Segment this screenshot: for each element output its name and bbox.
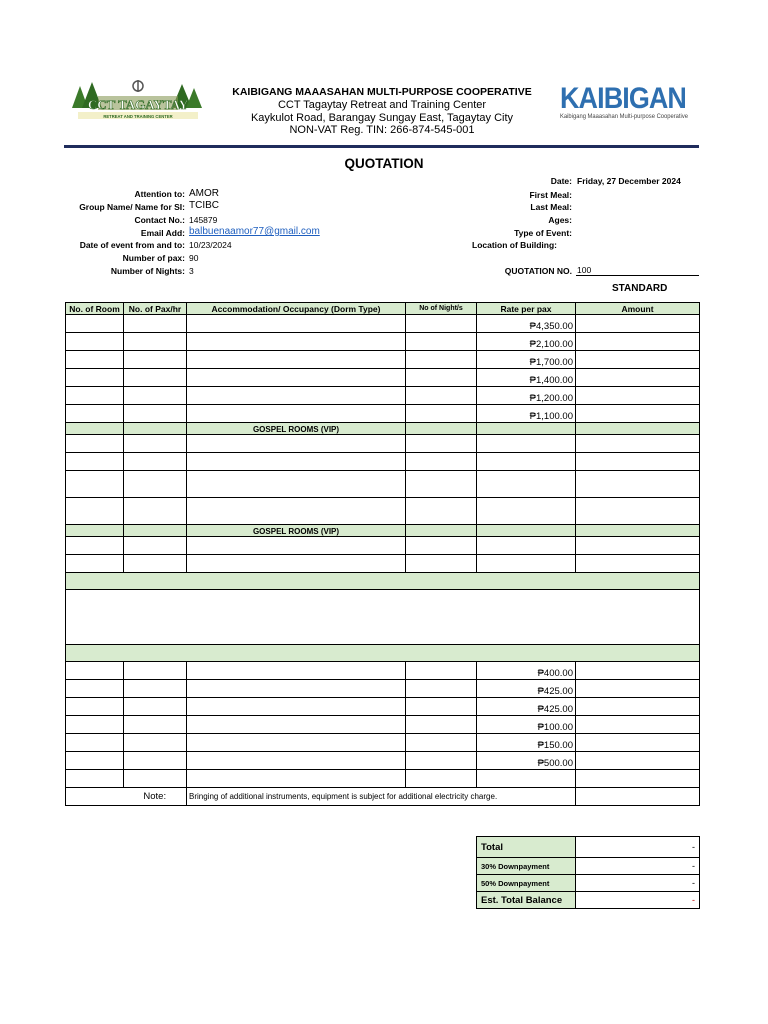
- table-header-row: [66, 303, 700, 315]
- group-name-value: TCIBC: [189, 200, 219, 211]
- table-row: [66, 662, 700, 680]
- col-header-accommodation: Accommodation/ Occupancy (Dorm Type): [187, 303, 406, 315]
- downpayment-30-row: [477, 858, 700, 875]
- table-row: [66, 537, 700, 555]
- table-row: [66, 770, 700, 788]
- table-row: [66, 734, 700, 752]
- building-location-label: Location of Building:: [472, 240, 557, 250]
- event-date-label: Date of event from and to:: [79, 240, 185, 250]
- note-text: Bringing of additional instruments, equipment is subject for additional electricity charge.: [187, 788, 576, 806]
- quotation-no-label: QUOTATION NO.: [504, 266, 572, 276]
- table-row: [66, 752, 700, 770]
- balance-label: Est. Total Balance: [477, 892, 576, 909]
- rate-cell: ₱425.00: [477, 698, 576, 716]
- gospel-rooms-label: GOSPEL ROOMS (VIP): [187, 423, 406, 435]
- downpayment-30-label: 30% Downpayment: [477, 858, 576, 875]
- rate-cell: ₱400.00: [477, 662, 576, 680]
- total-value: -: [576, 837, 700, 858]
- email-label: Email Add:: [140, 228, 185, 238]
- contact-value: 145879: [189, 215, 218, 225]
- group-name-label: Group Name/ Name for SI:: [79, 202, 185, 212]
- gospel-rooms-label: GOSPEL ROOMS (VIP): [187, 525, 406, 537]
- svg-text:RETREAT AND TRAINING CENTER: RETREAT AND TRAINING CENTER: [103, 114, 173, 119]
- section-band: [66, 645, 700, 662]
- nights-label: Number of Nights:: [110, 266, 185, 276]
- totals-table: [476, 836, 700, 909]
- event-type-label: Type of Event:: [514, 228, 572, 238]
- rate-cell: ₱1,100.00: [477, 405, 576, 423]
- col-header-nights: No of Night/s: [406, 303, 477, 315]
- quotation-no-value: 100: [576, 265, 699, 276]
- table-row: [66, 315, 700, 333]
- rate-cell: ₱425.00: [477, 680, 576, 698]
- table-row: [66, 698, 700, 716]
- total-label: Total: [477, 837, 576, 858]
- table-row: [66, 555, 700, 573]
- nights-value: 3: [189, 266, 194, 276]
- rate-cell: ₱2,100.00: [477, 333, 576, 351]
- quotation-table: [65, 302, 700, 806]
- header-rule: [64, 145, 699, 148]
- ages-label: Ages:: [548, 215, 572, 225]
- center-name: CCT Tagaytay Retreat and Training Center: [277, 98, 487, 111]
- table-row: [66, 369, 700, 387]
- table-row: [66, 680, 700, 698]
- kaibigan-logo: [558, 80, 690, 122]
- downpayment-50-label: 50% Downpayment: [477, 875, 576, 892]
- gospel-rooms-header: [66, 525, 700, 537]
- rate-cell: ₱1,400.00: [477, 369, 576, 387]
- attention-label: Attention to:: [134, 189, 185, 199]
- svg-text:KAIBIGAN: KAIBIGAN: [560, 82, 686, 115]
- cct-tagaytay-logo: [68, 78, 208, 122]
- svg-text:Kaibigang Maaasahan Multi-purp: Kaibigang Maaasahan Multi-purpose Cooperative: [560, 114, 689, 120]
- pax-value: 90: [189, 253, 199, 263]
- balance-value: -: [576, 892, 700, 909]
- note-label: Note:: [124, 788, 187, 806]
- col-header-rate: Rate per pax: [477, 303, 576, 315]
- rate-cell: ₱1,200.00: [477, 387, 576, 405]
- address: Kaykulot Road, Barangay Sungay East, Tagaytay City: [250, 111, 514, 124]
- table-row: [66, 405, 700, 423]
- table-row: [66, 471, 700, 498]
- col-header-rooms: No. of Room: [66, 303, 124, 315]
- table-row: [66, 716, 700, 734]
- table-row: [66, 453, 700, 471]
- section-band: [66, 573, 700, 590]
- table-row: [66, 351, 700, 369]
- rate-cell: ₱100.00: [477, 716, 576, 734]
- last-meal-label: Last Meal:: [530, 202, 572, 212]
- event-date-value: 10/23/2024: [189, 240, 232, 250]
- gospel-rooms-header: [66, 423, 700, 435]
- first-meal-label: First Meal:: [529, 190, 572, 200]
- note-row: [66, 788, 700, 806]
- svg-text:CCT TAGAYTAY: CCT TAGAYTAY: [87, 97, 189, 112]
- rate-cell: ₱150.00: [477, 734, 576, 752]
- table-row: [66, 498, 700, 525]
- pax-label: Number of pax:: [122, 253, 185, 263]
- blank-section: [66, 590, 700, 645]
- table-row: [66, 333, 700, 351]
- col-header-pax: No. of Pax/hr: [124, 303, 187, 315]
- downpayment-50-value: -: [576, 875, 700, 892]
- col-header-amount: Amount: [576, 303, 700, 315]
- date-value: Friday, 27 December 2024: [577, 176, 681, 186]
- page-title: QUOTATION: [344, 156, 424, 171]
- total-row: [477, 837, 700, 858]
- table-row: [66, 435, 700, 453]
- package-type: STANDARD: [612, 283, 668, 294]
- date-label: Date:: [550, 176, 572, 186]
- letterhead: [230, 86, 534, 137]
- org-name: KAIBIGANG MAAASAHAN MULTI-PURPOSE COOPERATIVE: [232, 86, 532, 98]
- attention-value: AMOR: [189, 188, 219, 199]
- downpayment-50-row: [477, 875, 700, 892]
- rate-cell: ₱4,350.00: [477, 315, 576, 333]
- table-row: [66, 387, 700, 405]
- tin: NON-VAT Reg. TIN: 266-874-545-001: [289, 124, 475, 137]
- downpayment-30-value: -: [576, 858, 700, 875]
- rate-cell: ₱1,700.00: [477, 351, 576, 369]
- contact-label: Contact No.:: [134, 215, 185, 225]
- email-link[interactable]: balbuenaamor77@gmail.com: [189, 226, 320, 237]
- balance-row: [477, 892, 700, 909]
- rate-cell: ₱500.00: [477, 752, 576, 770]
